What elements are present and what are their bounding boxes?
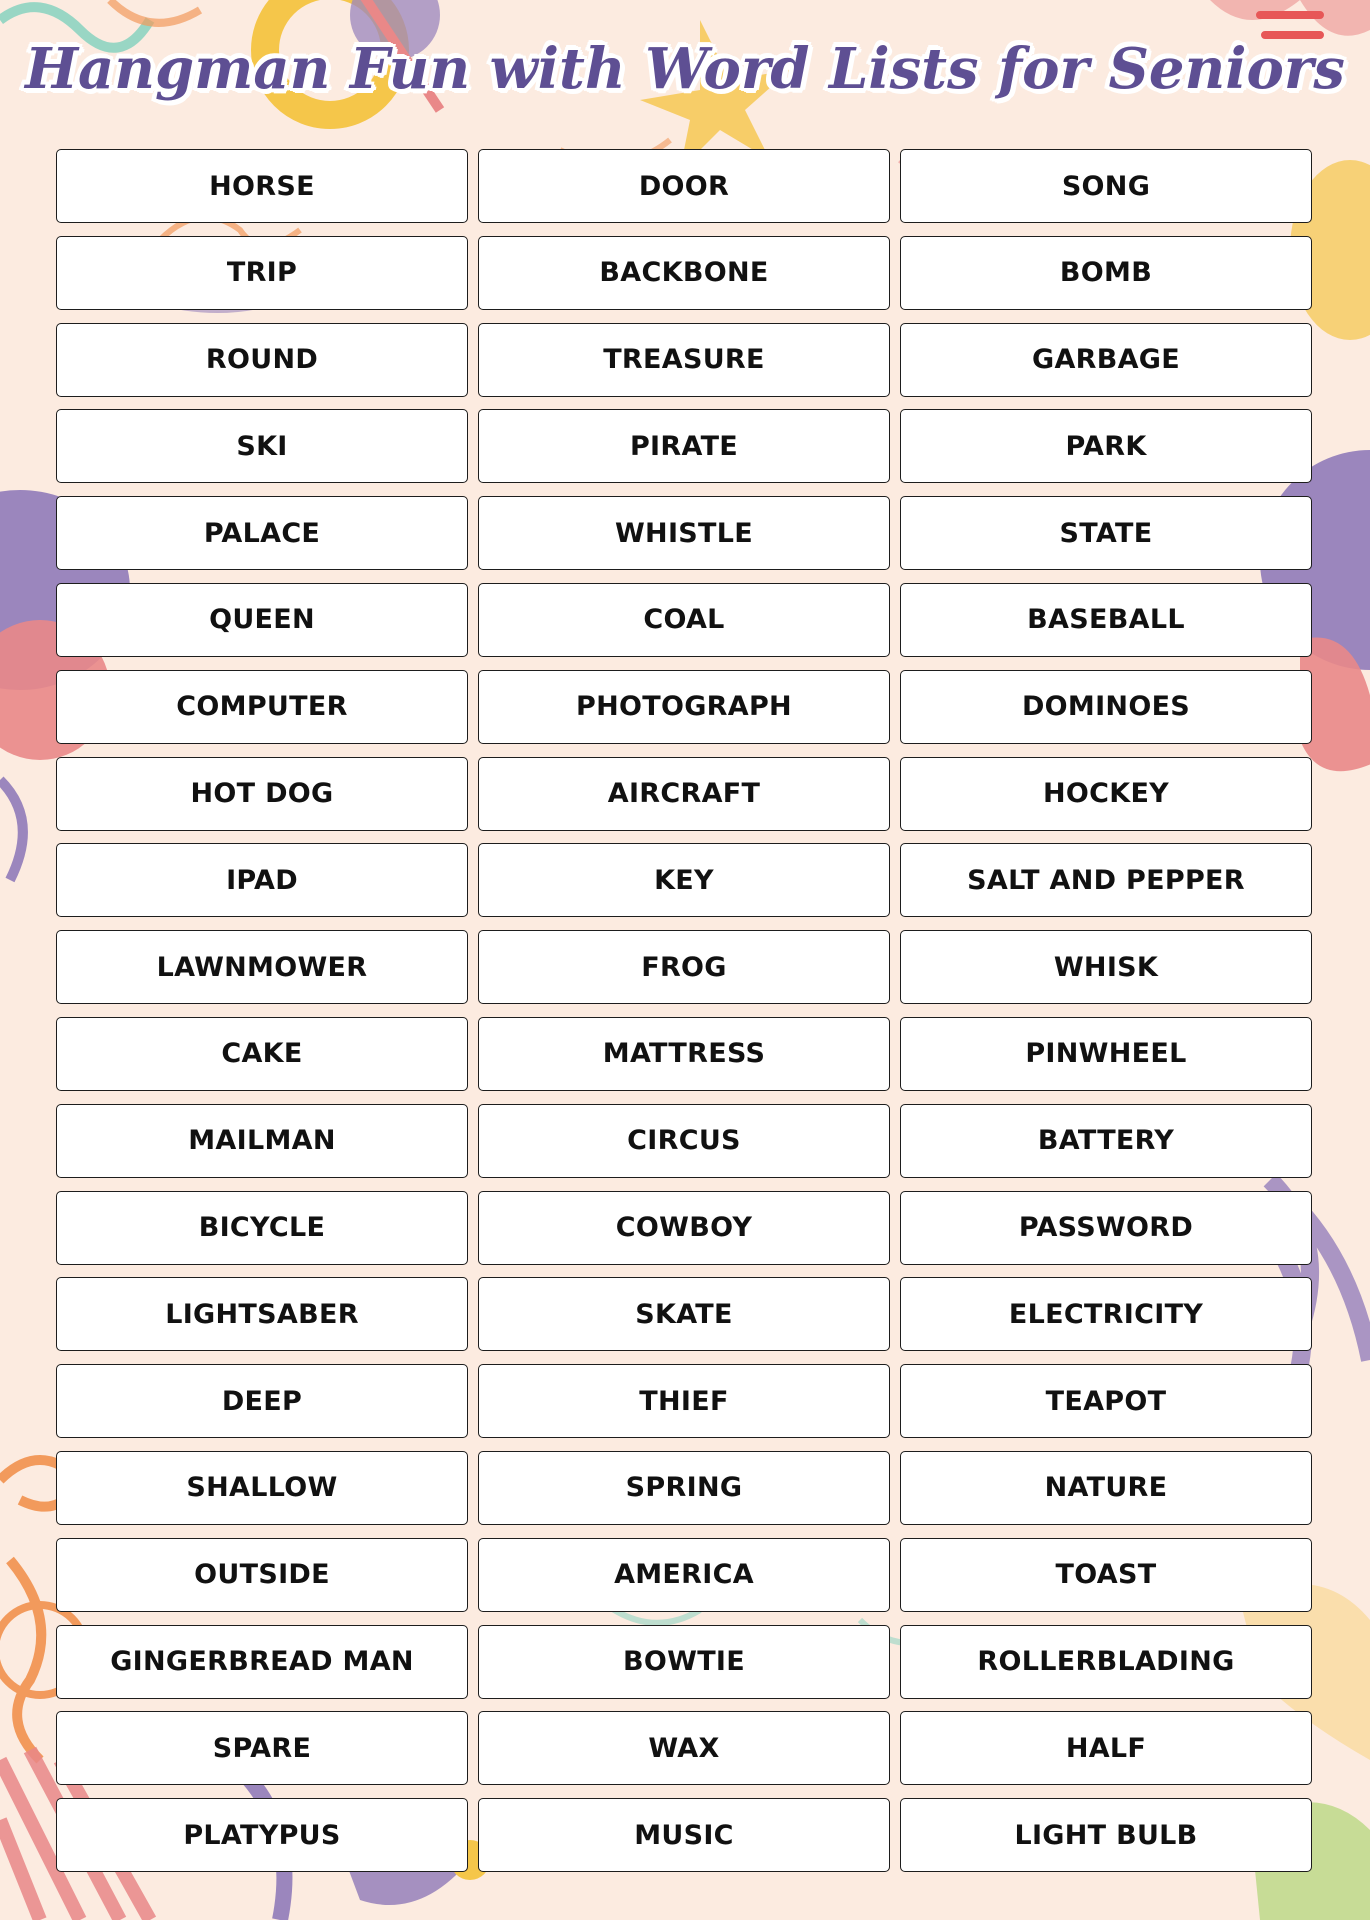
word-cell: WAX	[478, 1711, 890, 1785]
word-cell: WHISK	[900, 930, 1312, 1004]
word-cell: CIRCUS	[478, 1104, 890, 1178]
word-cell: TREASURE	[478, 323, 890, 397]
word-cell: TEAPOT	[900, 1364, 1312, 1438]
word-cell: COMPUTER	[56, 670, 468, 744]
word-cell: SPARE	[56, 1711, 468, 1785]
word-cell: HOT DOG	[56, 757, 468, 831]
word-cell: AMERICA	[478, 1538, 890, 1612]
word-cell: BACKBONE	[478, 236, 890, 310]
word-cell: IPAD	[56, 843, 468, 917]
word-cell: SALT AND PEPPER	[900, 843, 1312, 917]
word-cell: PALACE	[56, 496, 468, 570]
word-cell: THIEF	[478, 1364, 890, 1438]
word-cell: COWBOY	[478, 1191, 890, 1265]
word-grid	[56, 149, 1312, 1872]
word-cell: FROG	[478, 930, 890, 1004]
word-cell: ROLLERBLADING	[900, 1625, 1312, 1699]
word-cell: MATTRESS	[478, 1017, 890, 1091]
word-cell: STATE	[900, 496, 1312, 570]
word-cell: WHISTLE	[478, 496, 890, 570]
word-cell: KEY	[478, 843, 890, 917]
word-cell: TRIP	[56, 236, 468, 310]
word-cell: PINWHEEL	[900, 1017, 1312, 1091]
word-cell: TOAST	[900, 1538, 1312, 1612]
word-cell: SHALLOW	[56, 1451, 468, 1525]
word-cell: DEEP	[56, 1364, 468, 1438]
word-cell: BICYCLE	[56, 1191, 468, 1265]
word-cell: OUTSIDE	[56, 1538, 468, 1612]
word-cell: SKATE	[478, 1277, 890, 1351]
word-cell: BOWTIE	[478, 1625, 890, 1699]
word-cell: CAKE	[56, 1017, 468, 1091]
word-cell: AIRCRAFT	[478, 757, 890, 831]
word-cell: GINGERBREAD MAN	[56, 1625, 468, 1699]
word-cell: SPRING	[478, 1451, 890, 1525]
word-cell: PASSWORD	[900, 1191, 1312, 1265]
word-cell: ROUND	[56, 323, 468, 397]
word-cell: PARK	[900, 409, 1312, 483]
word-cell: LAWNMOWER	[56, 930, 468, 1004]
word-cell: SKI	[56, 409, 468, 483]
word-cell: HOCKEY	[900, 757, 1312, 831]
word-cell: BATTERY	[900, 1104, 1312, 1178]
word-cell: MUSIC	[478, 1798, 890, 1872]
word-cell: HORSE	[56, 149, 468, 223]
word-cell: ELECTRICITY	[900, 1277, 1312, 1351]
word-cell: QUEEN	[56, 583, 468, 657]
word-cell: DOMINOES	[900, 670, 1312, 744]
word-cell: BOMB	[900, 236, 1312, 310]
word-cell: LIGHT BULB	[900, 1798, 1312, 1872]
word-cell: MAILMAN	[56, 1104, 468, 1178]
word-cell: PLATYPUS	[56, 1798, 468, 1872]
word-cell: GARBAGE	[900, 323, 1312, 397]
word-cell: SONG	[900, 149, 1312, 223]
page-title: Hangman Fun with Word Lists for Seniors	[25, 36, 1345, 102]
word-cell: PHOTOGRAPH	[478, 670, 890, 744]
word-cell: DOOR	[478, 149, 890, 223]
word-cell: LIGHTSABER	[56, 1277, 468, 1351]
word-cell: BASEBALL	[900, 583, 1312, 657]
word-cell: COAL	[478, 583, 890, 657]
word-cell: PIRATE	[478, 409, 890, 483]
word-cell: NATURE	[900, 1451, 1312, 1525]
word-cell: HALF	[900, 1711, 1312, 1785]
